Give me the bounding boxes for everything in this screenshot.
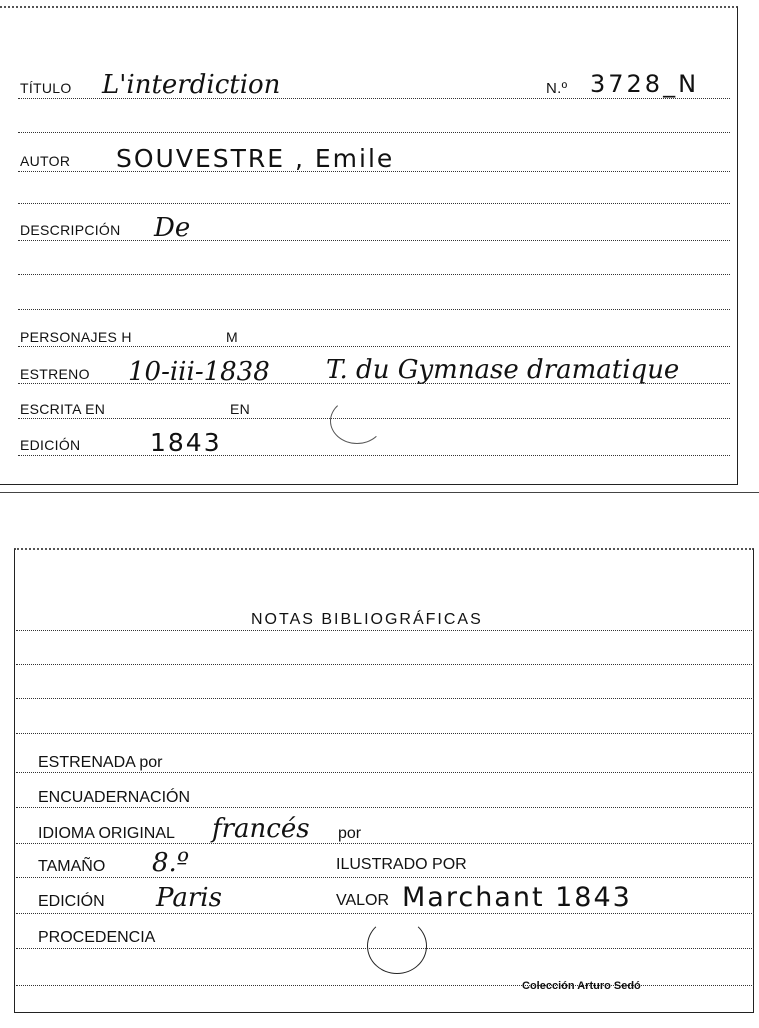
blank-rule-3	[18, 274, 730, 275]
estreno-label: ESTRENO	[20, 366, 90, 382]
personajes-m-label: M	[226, 329, 238, 345]
blank-rule-1	[18, 132, 730, 133]
tamano-rule	[16, 877, 754, 878]
tamano-value: 8.º	[152, 848, 190, 878]
back-edicion-value: Paris	[156, 883, 222, 913]
autor-value: SOUVESTRE , Emile	[116, 144, 395, 173]
ilustrado-label: ILUSTRADO POR	[336, 856, 467, 873]
descripcion-value: De	[154, 213, 191, 243]
descripcion-label: DESCRIPCIÓN	[20, 222, 121, 238]
estreno-rule	[18, 383, 730, 384]
collection-credit: Colección Arturo Sedó	[522, 980, 641, 992]
titulo-label: TÍTULO	[20, 80, 72, 96]
titulo-value: L'interdiction	[102, 70, 281, 100]
encuadernacion-rule	[16, 807, 754, 808]
back-rule-3	[16, 698, 754, 699]
autor-rule	[18, 171, 730, 172]
back-rule-2	[16, 664, 754, 665]
edicion-value: 1843	[150, 428, 222, 457]
blank-rule-2	[18, 203, 730, 204]
blank-rule-4	[18, 309, 730, 310]
estreno-date: 10-iii-1838	[128, 357, 270, 387]
back-rule-4	[16, 733, 754, 734]
stamp-mark	[330, 398, 384, 444]
idioma-label: IDIOMA ORIGINAL	[38, 825, 175, 842]
edicion-back-rule	[16, 913, 754, 914]
personajes-label: PERSONAJES H	[20, 329, 132, 345]
back-edicion-label: EDICIÓN	[38, 893, 105, 910]
autor-label: AUTOR	[20, 153, 71, 169]
idioma-value: francés	[212, 814, 310, 844]
estrenada-rule	[16, 772, 754, 773]
estreno-theatre: T. du Gymnase dramatique	[326, 355, 680, 385]
numero-label: N.º	[546, 80, 568, 97]
edicion-rule	[18, 455, 730, 456]
escrita-label: ESCRITA EN	[20, 401, 106, 417]
edicion-label: EDICIÓN	[20, 437, 81, 453]
procedencia-label: PROCEDENCIA	[38, 929, 156, 946]
estrenada-label: ESTRENADA por	[38, 754, 163, 771]
encuadernacion-label: ENCUADERNACIÓN	[38, 789, 191, 806]
procedencia-stamp-mark	[367, 918, 427, 974]
escrita-en-label: EN	[230, 401, 251, 417]
numero-value: 3728_N	[590, 70, 700, 98]
idioma-rule	[16, 843, 754, 844]
descripcion-rule	[18, 240, 730, 241]
back-rule-last	[16, 985, 754, 986]
por-label: por	[338, 825, 362, 842]
valor-label: VALOR	[336, 892, 390, 909]
titulo-rule	[18, 98, 730, 99]
tamano-label: TAMAÑO	[38, 858, 106, 875]
valor-value: Marchant 1843	[402, 882, 632, 913]
personajes-rule	[18, 346, 730, 347]
back-rule-1	[16, 630, 754, 631]
card-separator	[0, 492, 759, 493]
notas-heading: NOTAS BIBLIOGRÁFICAS	[251, 611, 483, 628]
